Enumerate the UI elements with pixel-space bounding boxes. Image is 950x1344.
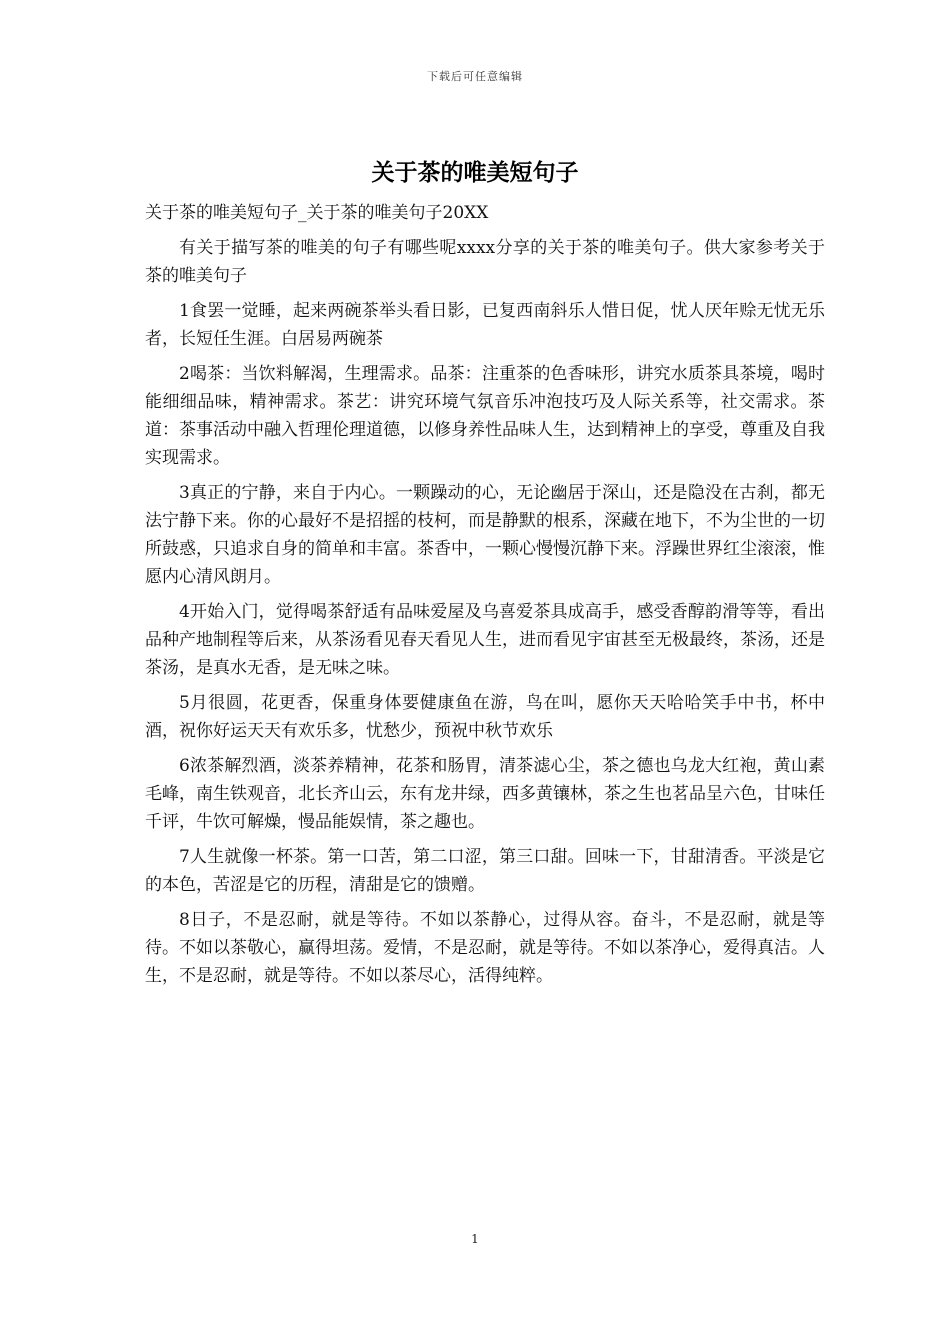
header-note: 下载后可任意编辑 <box>427 70 523 83</box>
paragraph-7: 7人生就像一杯茶。第一口苦，第二口涩，第三口甜。回味一下，甘甜清香。平淡是它的本色，苦涩是它的历程，清甜是它的馈赠。 <box>145 847 825 895</box>
paragraph-4: 4开始入门，觉得喝茶舒适有品味爱屋及乌喜爱茶具成高手，感受香醇韵滑等等，看出品种产地制程等后来，从茶汤看见春天看见人生，进而看见宇宙甚至无极最终，茶汤，还是茶汤，是真水无香，是无味之味。 <box>145 602 825 678</box>
paragraph-2: 2喝茶：当饮料解渴，生理需求。品茶：注重茶的色香味形，讲究水质茶具茶境，喝时能细细品味，精神需求。茶艺：讲究环境气氛音乐冲泡技巧及人际关系等，社交需求。茶道：茶事活动中融入哲理伦理道德，以修身养性品味人生，达到精神上的享受，尊重及自我实现需求。 <box>145 364 825 468</box>
page-number: 1 <box>471 1232 479 1246</box>
paragraph-5: 5月很圆，花更香，保重身体要健康鱼在游，鸟在叫，愿你天天哈哈笑手中书，杯中酒，祝你好运天天有欢乐多，忧愁少，预祝中秋节欢乐 <box>145 693 825 741</box>
document-title: 关于茶的唯美短句子 <box>371 160 579 186</box>
document-body <box>145 199 825 997</box>
paragraph-8: 8日子，不是忍耐，就是等待。不如以茶静心，过得从容。奋斗，不是忍耐，就是等待。不如以茶敬心，赢得坦荡。爱情，不是忍耐，就是等待。不如以茶净心，爱得真洁。人生，不是忍耐，就是等待。不如以茶尽心，活得纯粹。 <box>145 910 825 986</box>
paragraph-6: 6浓茶解烈酒，淡茶养精神，花茶和肠胃，清茶滤心尘，茶之德也乌龙大红袍，黄山素毛峰，南生铁观音，北长齐山云，东有龙井绿，西多黄镶林，茶之生也茗品呈六色，甘味任千评，牛饮可解燥，慢品能娱情，茶之趣也。 <box>145 756 825 832</box>
document-subtitle: 关于茶的唯美短句子_关于茶的唯美句子20XX <box>145 203 489 223</box>
paragraph-3: 3真正的宁静，来自于内心。一颗躁动的心，无论幽居于深山，还是隐没在古刹，都无法宁静下来。你的心最好不是招摇的枝柯，而是静默的根系，深藏在地下，不为尘世的一切所鼓惑，只追求自身的简单和丰富。茶香中，一颗心慢慢沉静下来。浮躁世界红尘滚滚，惟愿内心清风朗月。 <box>145 483 825 587</box>
paragraph-1: 1食罢一觉睡，起来两碗茶举头看日影，已复西南斜乐人惜日促，忧人厌年赊无忧无乐者，长短任生涯。白居易两碗茶 <box>145 301 825 349</box>
paragraph-intro: 有关于描写茶的唯美的句子有哪些呢xxxx分享的关于茶的唯美句子。供大家参考关于茶的唯美句子 <box>145 238 825 286</box>
